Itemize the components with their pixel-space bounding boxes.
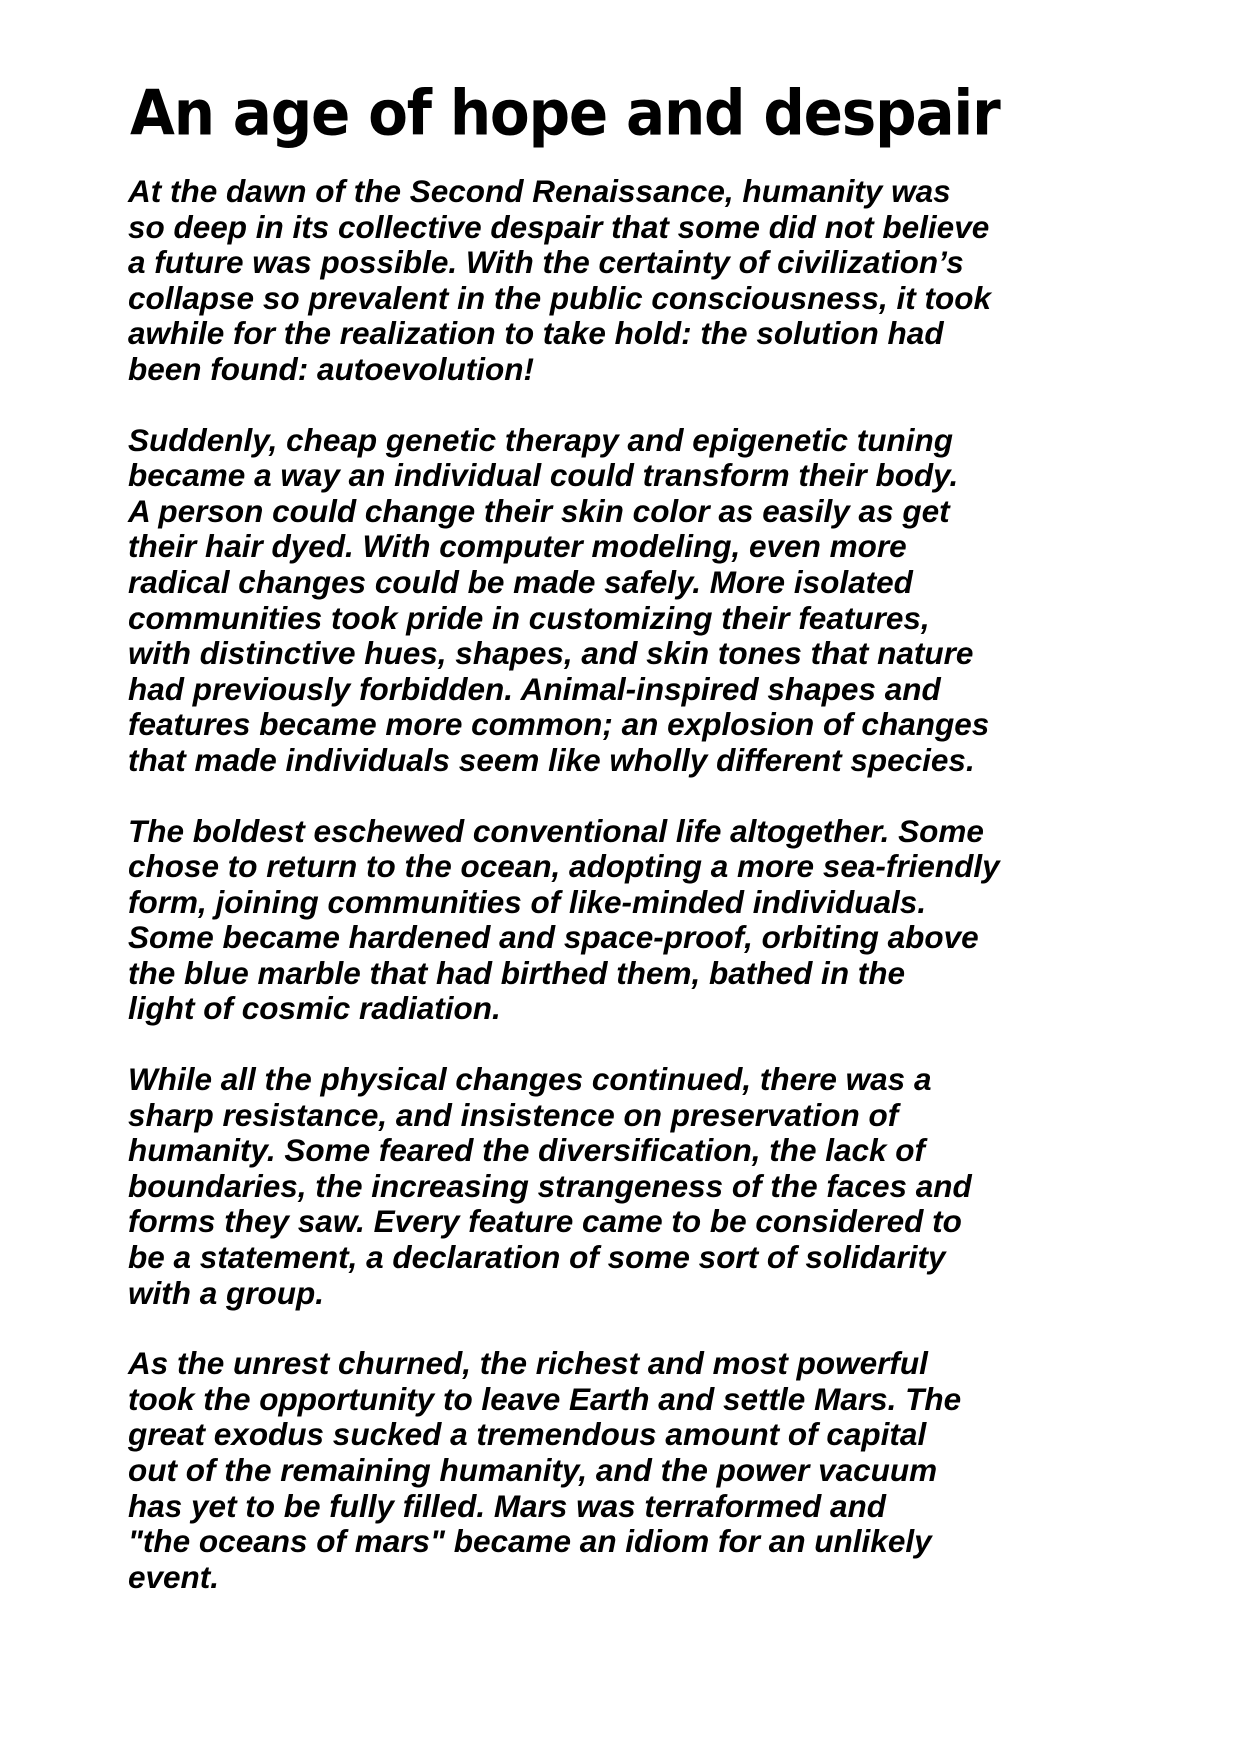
paragraph-line: awhile for the realization to take hold: the solution had [128, 315, 944, 352]
paragraph-line: so deep in its collective despair that some did not believe [128, 208, 990, 245]
paragraph-line: had previously forbidden. Animal-inspired shapes and [128, 670, 941, 707]
paragraph-line: their hair dyed. With computer modeling, even more [128, 528, 907, 565]
paragraph-line: communities took pride in customizing their features, [128, 599, 930, 636]
paragraph-line: boundaries, the increasing strangeness of the faces and [128, 1167, 972, 1204]
paragraph-3 [128, 814, 1148, 1028]
paragraph-line: been found: autoevolution! [128, 350, 534, 387]
paragraph-line: out of the remaining humanity, and the power vacuum [128, 1452, 938, 1488]
paragraph-line: "the oceans of mars" became an idiom for an unlikely [128, 1523, 932, 1560]
paragraph-line: light of cosmic radiation. [128, 990, 501, 1027]
paragraph-line: form, joining communities of like-minded individuals. [128, 883, 927, 920]
page-title: An age of hope and despair [130, 76, 1000, 150]
paragraph-line: While all the physical changes continued, there was a [128, 1061, 932, 1098]
paragraph-line: with a group. [128, 1274, 324, 1311]
paragraph-line: radical changes could be made safely. More isolated [128, 563, 913, 600]
paragraph-line: took the opportunity to leave Earth and settle Mars. The [128, 1380, 962, 1417]
paragraph-line: A person could change their skin color as easily as get [128, 492, 950, 529]
paragraph-line: has yet to be fully filled. Mars was terraformed and [128, 1487, 886, 1524]
paragraph-line: chose to return to the ocean, adopting a more sea-friendly [128, 848, 1000, 885]
paragraph-line: event. [128, 1558, 220, 1595]
paragraph-line: a future was possible. With the certainty of civilization’s [128, 244, 964, 281]
paragraph-line: became a way an individual could transform their body. [128, 457, 959, 494]
paragraph-line: features became more common; an explosion of changes [128, 706, 990, 743]
paragraph-line: great exodus sucked a tremendous amount of capital [128, 1416, 927, 1453]
paragraph-2 [128, 423, 1148, 779]
paragraph-line: collapse so prevalent in the public consciousness, it took [128, 279, 991, 316]
paragraph-line: that made individuals seem like wholly different species. [128, 741, 975, 778]
paragraph-line: the blue marble that had birthed them, bathed in the [128, 954, 906, 991]
paragraph-line: sharp resistance, and insistence on preservation of [128, 1096, 899, 1133]
paragraph-line: forms they saw. Every feature came to be considered to [128, 1203, 962, 1240]
paragraph-line: be a statement, a declaration of some sort of solidarity [128, 1239, 946, 1276]
paragraph-5 [128, 1346, 1148, 1595]
paragraph-line: Suddenly, cheap genetic therapy and epigenetic tuning [128, 421, 953, 458]
document-body [128, 174, 1148, 1630]
paragraph-line: The boldest eschewed conventional life altogether. Some [128, 812, 984, 849]
paragraph-1 [128, 174, 1148, 388]
paragraph-line: humanity. Some feared the diversification, the lack of [128, 1132, 926, 1169]
paragraph-line: At the dawn of the Second Renaissance, humanity was [128, 173, 951, 209]
paragraph-line: with distinctive hues, shapes, and skin tones that nature [128, 635, 974, 672]
paragraph-4 [128, 1062, 1148, 1311]
paragraph-line: Some became hardened and space-proof, orbiting above [128, 919, 979, 956]
paragraph-line: As the unrest churned, the richest and most powerful [128, 1345, 928, 1382]
